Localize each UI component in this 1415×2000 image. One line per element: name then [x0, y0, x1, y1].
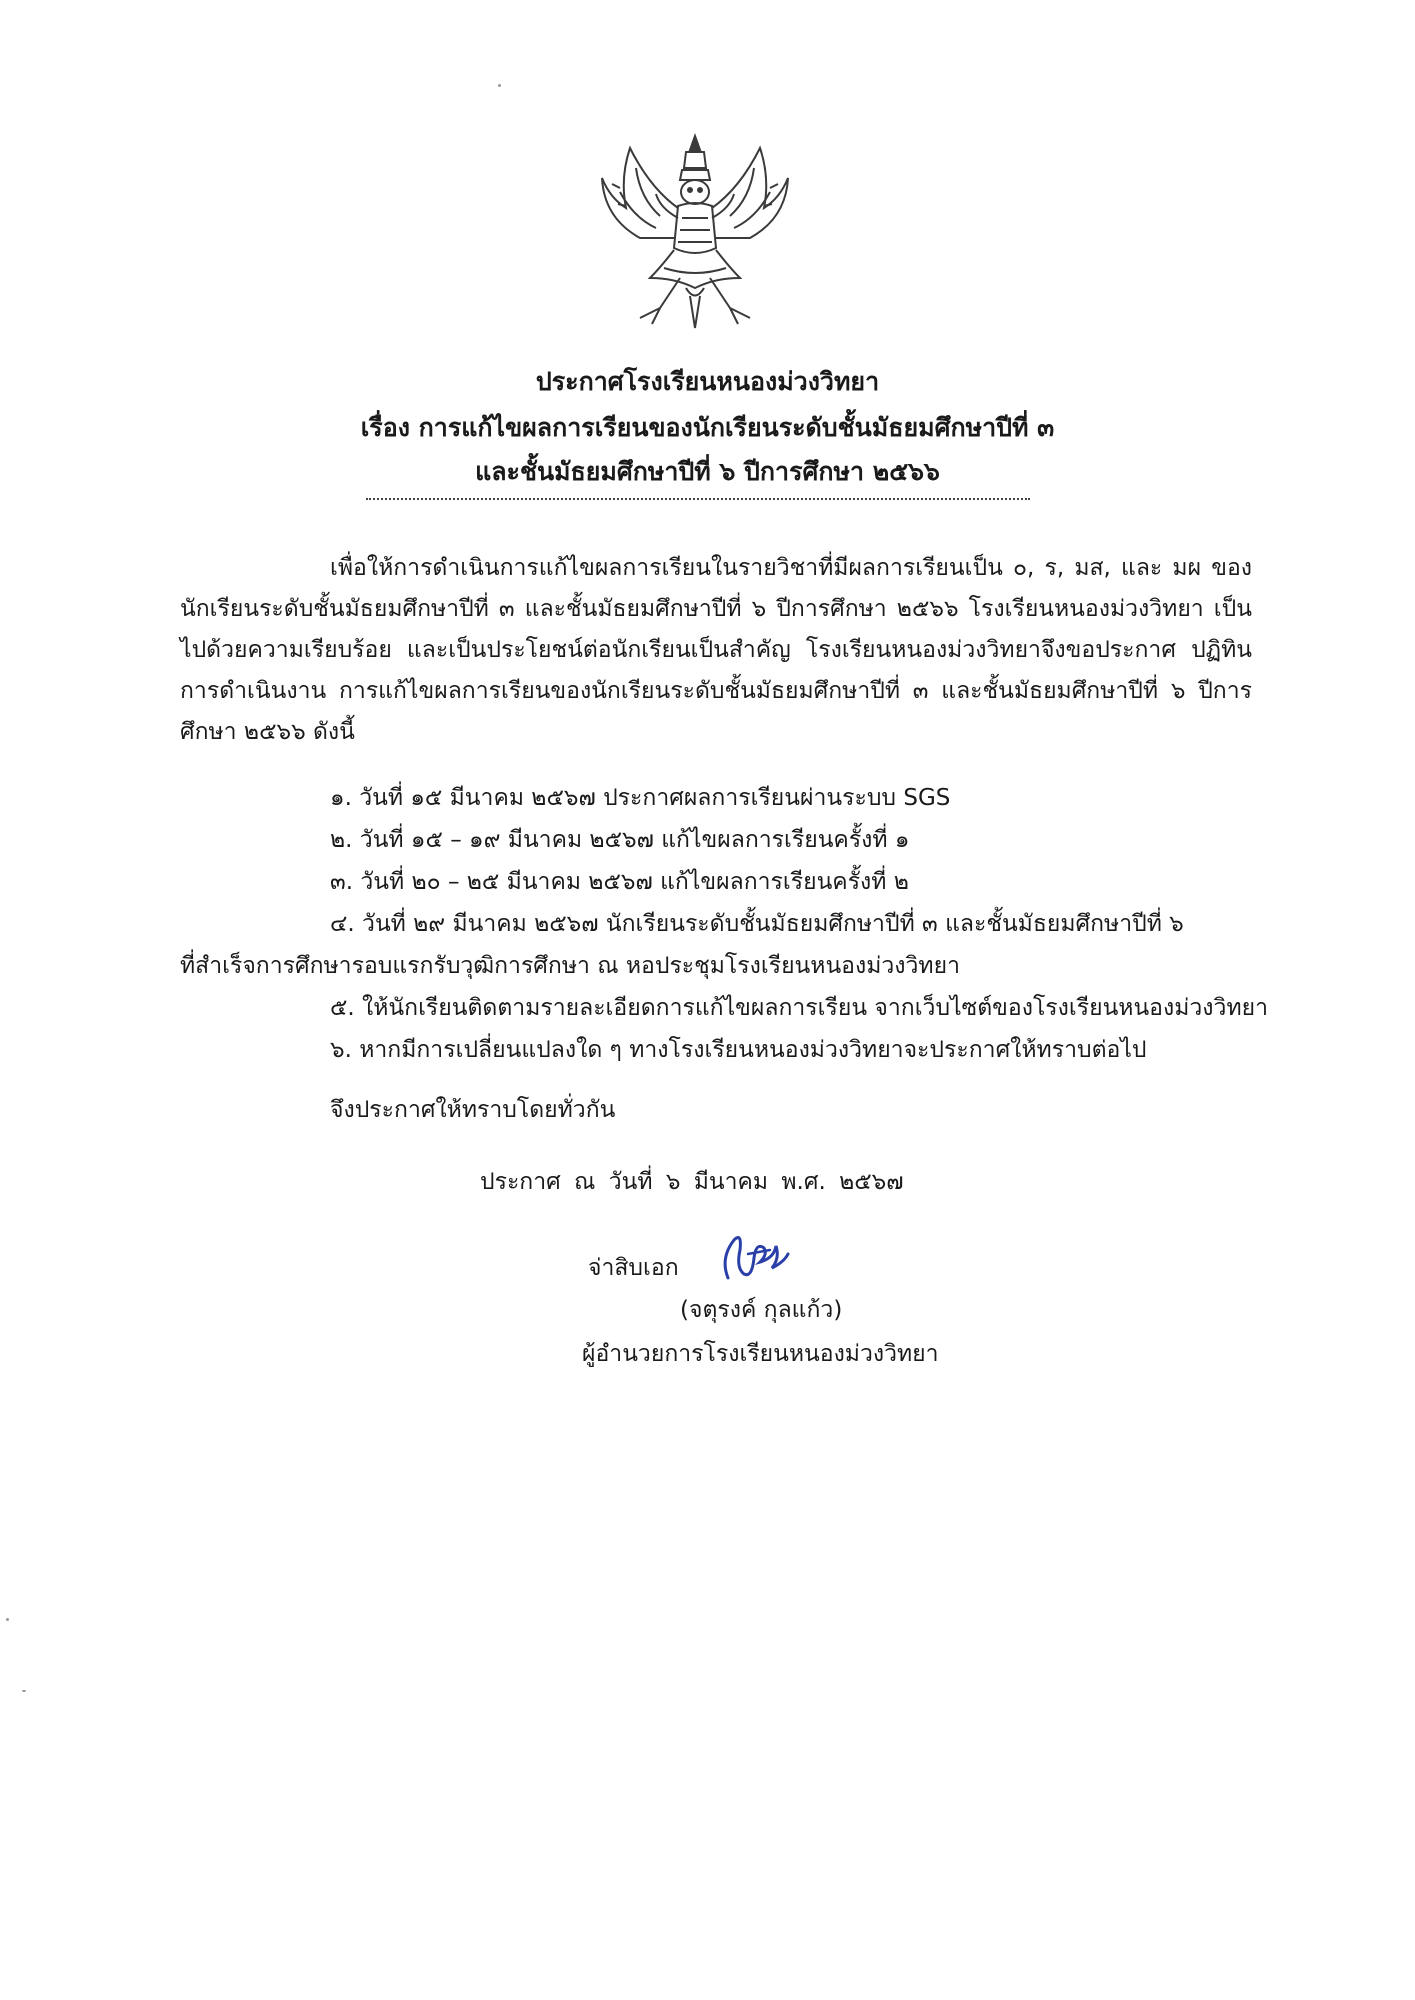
schedule-item-3: ๓. วันที่ ๒๐ – ๒๕ มีนาคม ๒๕๖๗ แก้ไขผลการเรียนครั้งที่ ๒ — [330, 869, 909, 895]
signer-name: (จตุรงค์ กุลแก้ว) — [680, 1297, 843, 1323]
closing-statement: จึงประกาศให้ทราบโดยทั่วกัน — [330, 1097, 616, 1123]
dotted-divider — [366, 498, 1030, 500]
intro-paragraph: เพื่อให้การดำเนินการแก้ไขผลการเรียนในรายวิชาที่มีผลการเรียนเป็น ๐, ร, มส, และ มผ ของนักเรียนระดับชั้นมัธยมศึกษาปีที่ ๓ และชั้นมัธยมศึกษาปีที่ ๖ ปีการศึกษา ๒๕๖๖ โรงเรียนหนองม่วงวิทยา เป็นไปด้วยความเรียบร้อย และเป็นประโยชน์ต่อนักเรียนเป็นสำคัญ โรงเรียนหนองม่วงวิทยาจึงขอประกาศ ปฏิทินการดำเนินงาน การแก้ไขผลการเรียนของนักเรียนระดับชั้นมัธยมศึกษาปีที่ ๓ และชั้นมัธยมศึกษาปีที่ ๖ ปีการศึกษา ๒๕๖๖ ดังนี้ — [180, 555, 1252, 745]
signer-rank: จ่าสิบเอก — [588, 1255, 679, 1281]
schedule-item-1: ๑. วันที่ ๑๕ มีนาคม ๒๕๖๗ ประกาศผลการเรียนผ่านระบบ SGS — [330, 785, 951, 811]
announcement-date: ประกาศ ณ วันที่ ๖ มีนาคม พ.ศ. ๒๕๖๗ — [480, 1169, 904, 1195]
announcement-subject: เรื่อง การแก้ไขผลการเรียนของนักเรียนระดับชั้นมัธยมศึกษาปีที่ ๓ — [360, 413, 1055, 442]
garuda-emblem-icon — [590, 128, 800, 338]
signer-position: ผู้อำนวยการโรงเรียนหนองม่วงวิทยา — [582, 1341, 939, 1367]
scan-speck — [6, 1618, 9, 1621]
schedule-item-4-cont: ที่สำเร็จการศึกษารอบแรกรับวุฒิการศึกษา ณ หอประชุมโรงเรียนหนองม่วงวิทยา — [180, 953, 960, 979]
announcement-title: ประกาศโรงเรียนหนองม่วงวิทยา — [535, 367, 880, 396]
scan-speck — [22, 1690, 26, 1692]
schedule-item-5: ๕. ให้นักเรียนติดตามรายละเอียดการแก้ไขผลการเรียน จากเว็บไซต์ของโรงเรียนหนองม่วงวิทยา — [330, 995, 1269, 1021]
schedule-item-6: ๖. หากมีการเปลี่ยนแปลงใด ๆ ทางโรงเรียนหนองม่วงวิทยาจะประกาศให้ทราบต่อไป — [330, 1037, 1147, 1063]
announcement-subject-cont: และชั้นมัธยมศึกษาปีที่ ๖ ปีการศึกษา ๒๕๖๖ — [475, 457, 940, 486]
schedule-item-4: ๔. วันที่ ๒๙ มีนาคม ๒๕๖๗ นักเรียนระดับชั้นมัธยมศึกษาปีที่ ๓ และชั้นมัธยมศึกษาปีที่ ๖ — [330, 911, 1184, 937]
schedule-item-2: ๒. วันที่ ๑๕ – ๑๙ มีนาคม ๒๕๖๗ แก้ไขผลการเรียนครั้งที่ ๑ — [330, 827, 910, 853]
scan-speck — [498, 84, 501, 87]
signature-icon — [714, 1228, 794, 1286]
